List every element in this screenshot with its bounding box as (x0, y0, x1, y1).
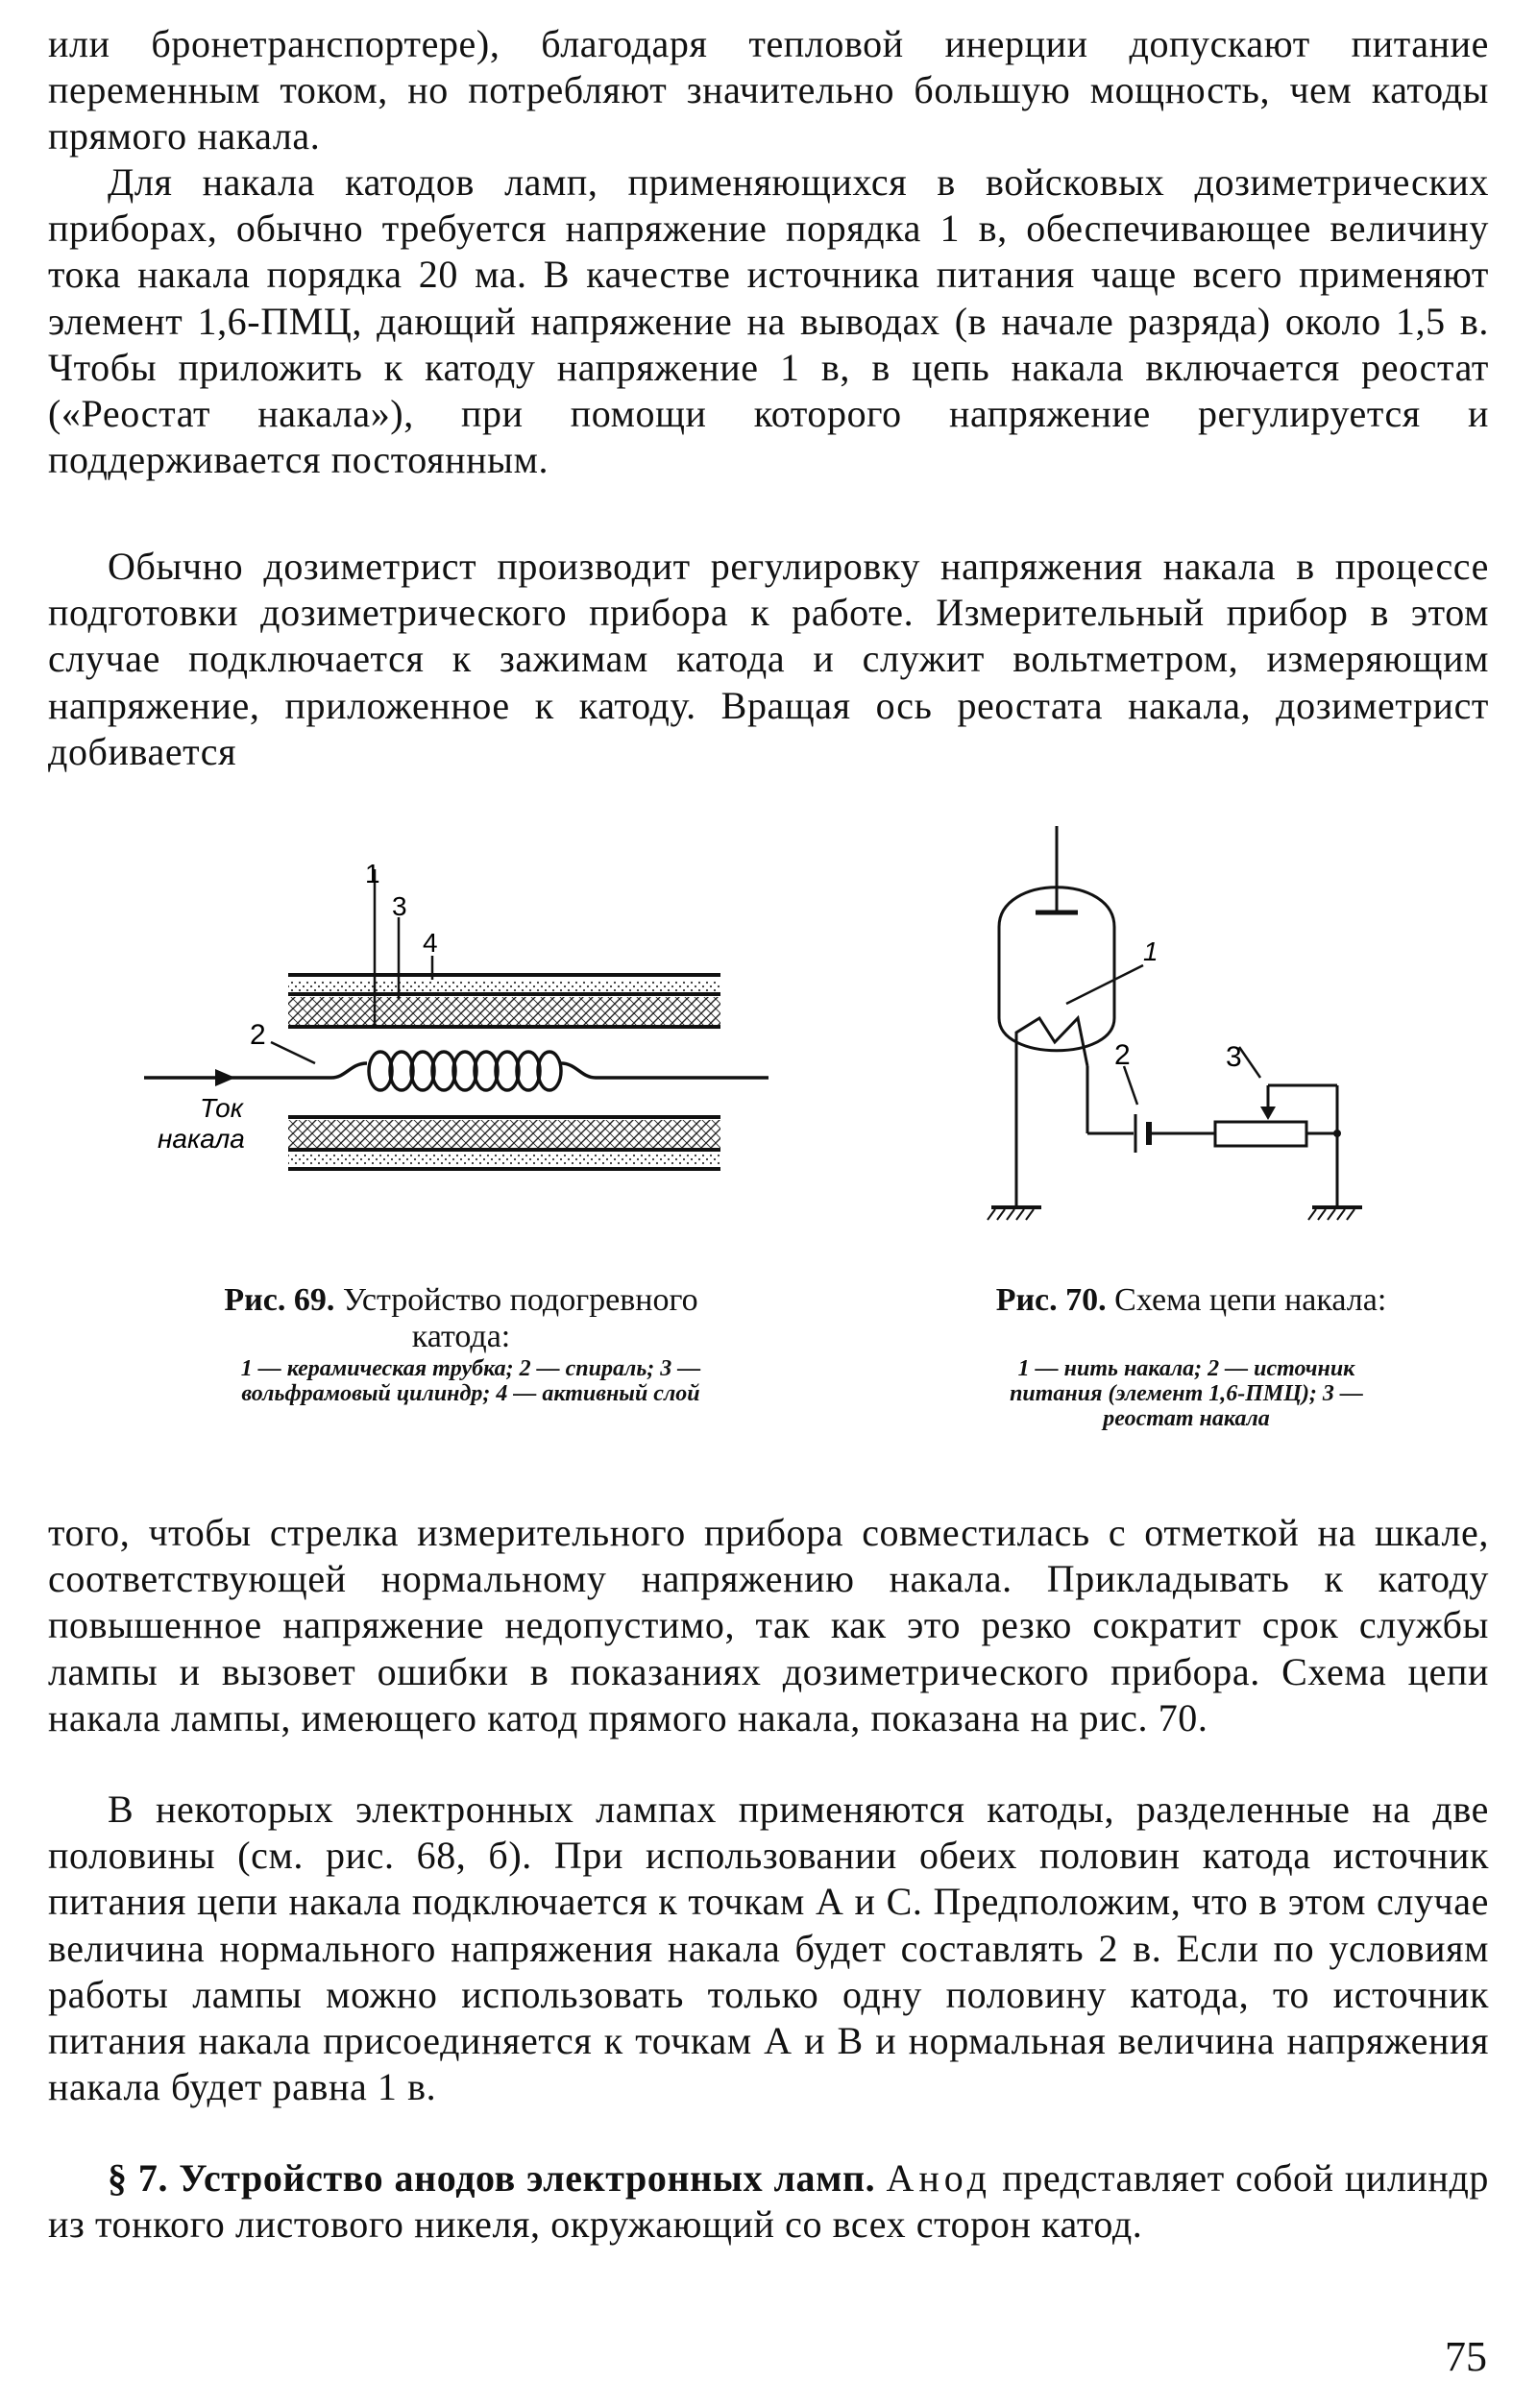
active-layer-top (288, 981, 720, 994)
paragraph-5: В некоторых электронных лампах применяются катоды, разделенные на две половины (см. рис. 68, б). При использовании обеих половин катода источник питания цепи накала подключается к точкам А и С. Предположим, что в этом случае величина нормального напряжения накала будет составлять 2 в. Если по условиям работы лампы можно использовать только одну половину катода, то источник питания накала присоединяется к точкам А и В и нормальная величина напряжения накала будет равна 1 в. (48, 1788, 1489, 2109)
filament (1016, 1018, 1087, 1066)
fig69-label-1: 1 (365, 859, 380, 888)
fig70-legend: 1 — нить накала; 2 — источник питания (элемент 1,6-ПМЦ); 3 — реостат накала (1010, 1356, 1363, 1431)
fig69-label-4: 4 (423, 928, 438, 958)
figure-69-heated-cathode (144, 850, 797, 1263)
rheostat-body (1215, 1122, 1306, 1146)
fig70-label-3: 3 (1226, 1041, 1242, 1073)
ceramic-tube-bottom (288, 1120, 720, 1149)
fig69-caption (192, 1282, 730, 1355)
paragraph-6-text: представляет собой цилиндр из тонкого листового никеля, окружающий со всех сторон катод. (48, 2156, 1489, 2247)
section-heading: § 7. Устройство анодов электронных ламп. (108, 2156, 876, 2200)
fig69-legend: 1 — керамическая трубка; 2 — спираль; 3 — вольфрамовый цилиндр; 4 — активный слой (240, 1356, 701, 1406)
paragraph-6 (48, 2155, 1489, 2248)
page-number: 75 (1445, 2333, 1487, 2380)
fig70-label-1: 1 (1143, 936, 1159, 966)
junction-dot (1333, 1130, 1341, 1137)
term-anode: Анод (886, 2156, 991, 2200)
paragraph-4: того, чтобы стрелка измерительного прибора совместилась с отметкой на шкале, соответствующей нормальному напряжению накала. Прикладывать к катоду повышенное напряжение недопустимо, так как это резко сократит срок службы лампы и вызовет ошибки в показаниях дозиметрического прибора. Схема цепи накала лампы, имеющего катод прямого накала, показана на рис. 70. (48, 1511, 1489, 1739)
fig70-caption-text: Схема цепи накала: (1114, 1282, 1387, 1318)
fig69-label-2: 2 (250, 1019, 266, 1051)
fig70-caption (970, 1282, 1412, 1319)
fig70-caption-number: Рис. 70. (995, 1282, 1107, 1318)
current-label-line1: Ток (200, 1093, 243, 1123)
current-arrow-head (215, 1069, 235, 1086)
ceramic-tube-top (288, 997, 720, 1026)
paragraph-3: Обычно дозиметрист производит регулировку напряжения накала в процессе подготовки дозиметрического прибора к работе. Измерительный прибор в этом случае подключается к зажимам катода и служит вольтметром, измеряющим напряжение, приложенное к катоду. Вращая ось реостата накала, дозиметрист добивается (48, 545, 1489, 773)
fig70-label-2: 2 (1114, 1039, 1131, 1071)
active-layer-bottom (288, 1153, 720, 1166)
paragraph-1: или бронетранспортере), благодаря тепловой инерции допускают питание переменным током, но потребляют значительно большую мощность, чем катоды прямого накала. (48, 22, 1489, 158)
leader-1 (1066, 965, 1143, 1004)
figure-70-filament-circuit (980, 826, 1403, 1249)
fig69-caption-text: Устройство подогревного катода: (342, 1282, 698, 1354)
current-label-line2: накала (158, 1124, 245, 1154)
rheostat-wiper-arrow (1260, 1107, 1276, 1120)
paragraph-2: Для накала катодов ламп, применяющихся в войсковых дозиметрических приборах, обычно требуется напряжение порядка 1 в, обеспечивающее величину тока накала порядка 20 ма. В качестве источника питания чаще всего применяют элемент 1,6-ПМЦ, дающий напряжение на выводах (в начале разряда) около 1,5 в. Чтобы приложить к катоду напряжение 1 в, в цепь накала включается реостат («Реостат накала»), при помощи которого напряжение регулируется и поддерживается постоянным. (48, 160, 1489, 482)
leader-3 (1239, 1047, 1260, 1078)
heater-spiral (144, 1052, 768, 1090)
fig69-caption-number: Рис. 69. (224, 1282, 335, 1318)
leader-2 (271, 1042, 315, 1063)
leader-2 (1124, 1066, 1137, 1105)
fig69-label-3: 3 (392, 891, 407, 921)
